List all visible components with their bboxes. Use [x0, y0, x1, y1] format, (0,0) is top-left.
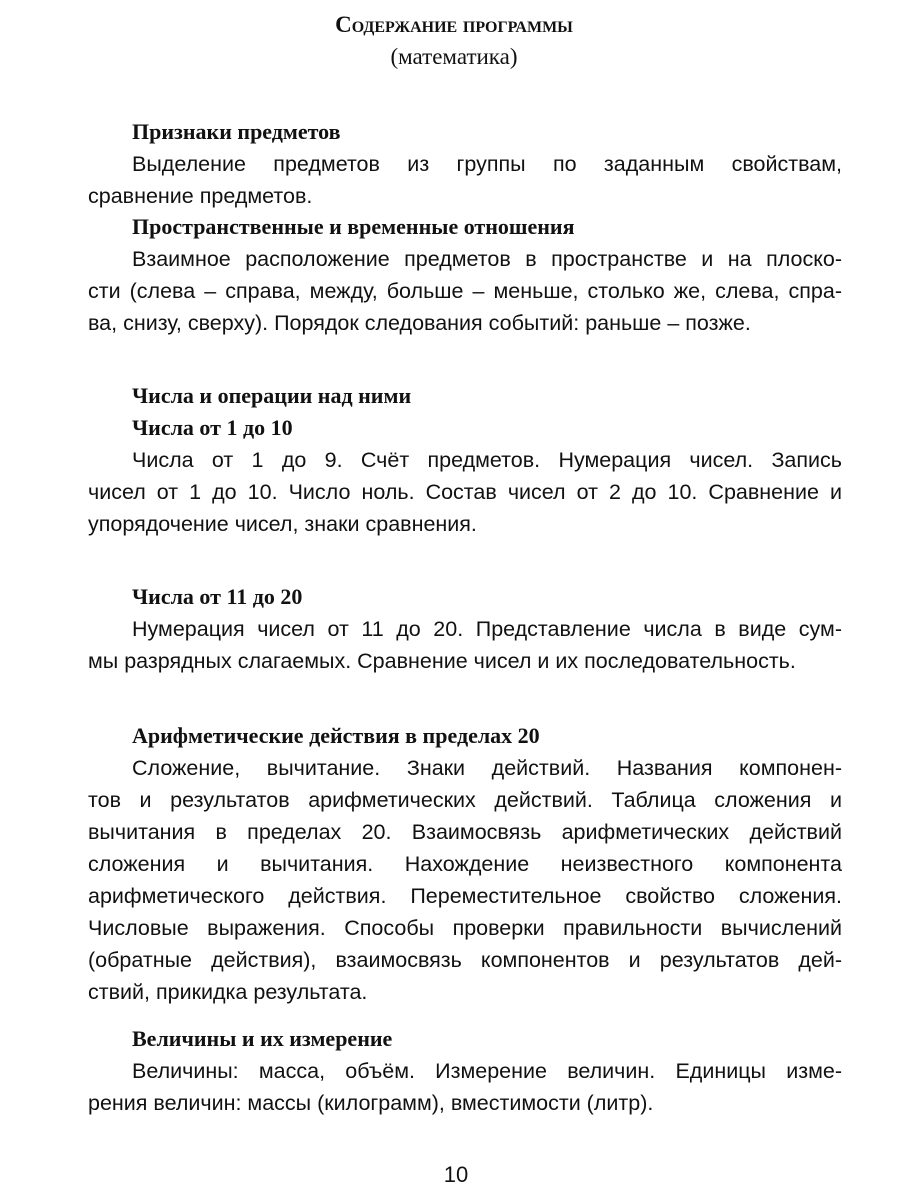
- section-block: [88, 380, 842, 540]
- paragraph-line: ва, снизу, сверху). Порядок следования событий: раньше – позже.: [88, 311, 751, 335]
- paragraph-line: сти (слева – справа, между, больше – меньше, столько же, слева, спра-: [88, 279, 842, 303]
- paragraph-line: мы разрядных слагаемых. Сравнение чисел и их последовательность.: [88, 649, 796, 673]
- paragraph-line: Сложение, вычитание. Знаки действий. Названия компонен-: [132, 756, 842, 780]
- paragraph-line: Выделение предметов из группы по заданным свойствам,: [132, 152, 842, 176]
- section-heading: Числа от 11 до 20: [132, 584, 303, 609]
- section-block: [88, 581, 842, 677]
- paragraph-line: Величины: масса, объём. Измерение величин. Единицы изме-: [132, 1059, 842, 1083]
- section-block: [88, 116, 842, 212]
- paragraph-line: сложения и вычитания. Нахождение неизвестного компонента: [88, 852, 842, 876]
- paragraph-line: упорядочение чисел, знаки сравнения.: [88, 512, 477, 536]
- paragraph-line: (обратные действия), взаимосвязь компонентов и результатов дей-: [88, 948, 842, 972]
- paragraph-line: рения величин: массы (килограмм), вместимости (литр).: [88, 1091, 654, 1115]
- page-number: 10: [443, 1162, 469, 1187]
- document-subtitle: (математика): [390, 44, 518, 69]
- paragraph-line: арифметического действия. Переместительное свойство сложения.: [88, 884, 842, 908]
- paragraph-line: Нумерация чисел от 11 до 20. Представление числа в виде сум-: [132, 617, 842, 641]
- paragraph-line: сравнение предметов.: [88, 184, 313, 208]
- paragraph-line: ствий, прикидка результата.: [88, 980, 368, 1004]
- document-title: Содержание программы: [335, 12, 573, 37]
- section-heading: Числа и операции над ними: [132, 383, 412, 408]
- section-heading: Величины и их измерение: [132, 1026, 393, 1051]
- paragraph-line: Взаимное расположение предметов в пространстве и на плоско-: [132, 247, 842, 271]
- paragraph-line: Числовые выражения. Способы проверки правильности вычислений: [88, 916, 842, 940]
- paragraph-line: Числа от 1 до 9. Счёт предметов. Нумерация чисел. Запись: [132, 448, 842, 472]
- paragraph-line: чисел от 1 до 10. Число ноль. Состав чисел от 2 до 10. Сравнение и: [88, 480, 842, 504]
- section-heading: Признаки предметов: [132, 119, 341, 144]
- section-heading: Пространственные и временные отношения: [132, 214, 575, 239]
- section-heading: Арифметические действия в пределах 20: [132, 723, 540, 748]
- section-block: [88, 211, 842, 339]
- paragraph-line: вычитания в пределах 20. Взаимосвязь арифметических действий: [88, 820, 842, 844]
- paragraph-line: тов и результатов арифметических действий. Таблица сложения и: [88, 788, 842, 812]
- section-block: [88, 720, 842, 1008]
- section-block: [88, 1023, 842, 1119]
- section-heading: Числа от 1 до 10: [132, 415, 293, 440]
